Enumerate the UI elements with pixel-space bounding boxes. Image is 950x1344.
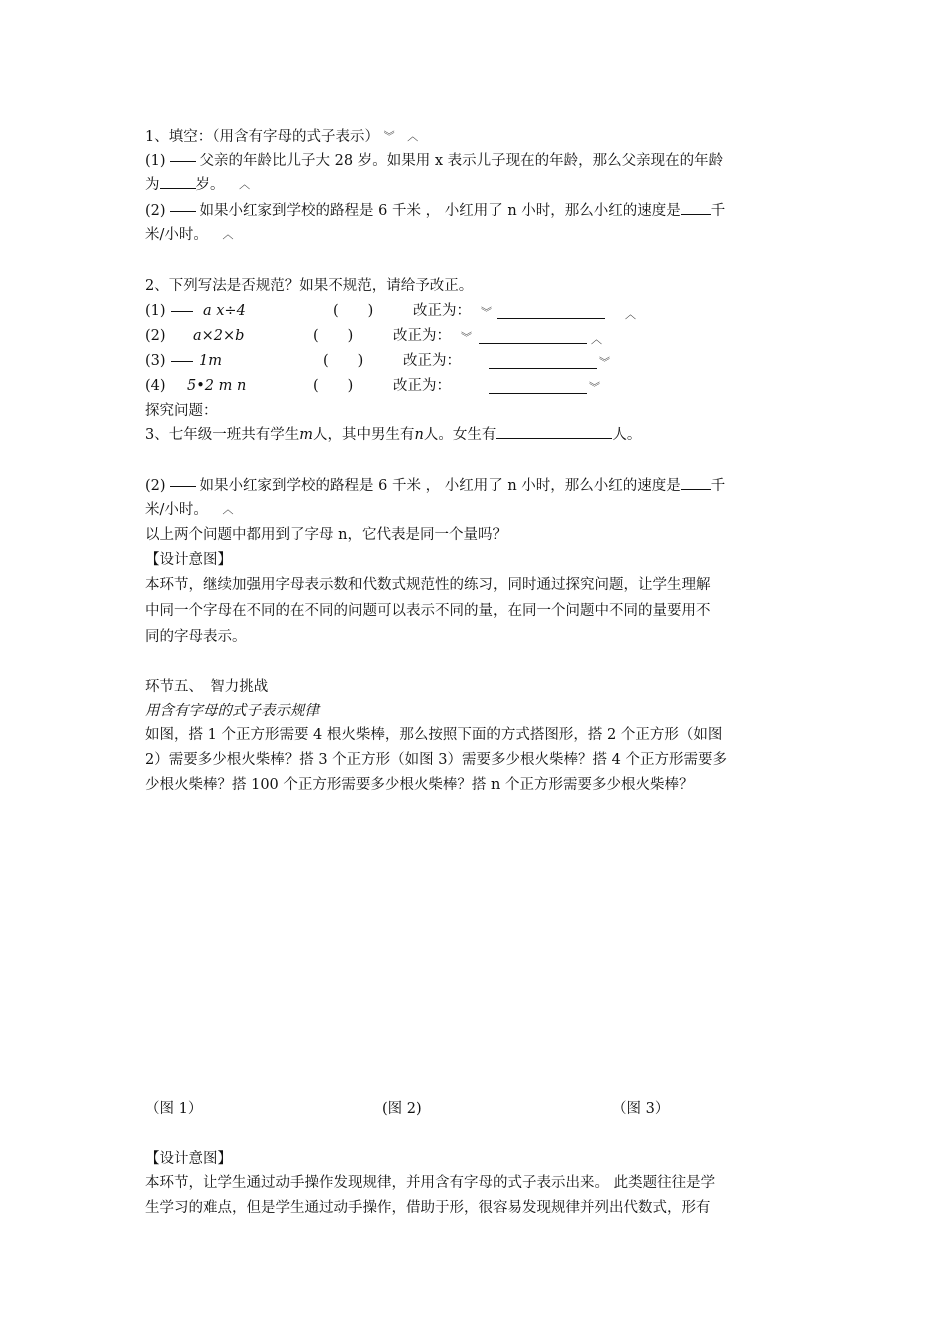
s3-text: 人。 <box>612 427 642 443</box>
q1-text: 父亲的年龄比儿子大 28 岁。如果用 x 表示儿子现在的年龄，那么父亲现在的年龄 <box>199 153 724 169</box>
q2-text-3: 米/小时。 <box>145 502 208 518</box>
s3-q2-line-1 <box>145 475 725 497</box>
judgement-parens: ( ) <box>313 328 354 344</box>
correction-label: 改正为： <box>393 328 451 344</box>
correction-blank <box>489 379 587 394</box>
up-mark: ︿ <box>625 308 636 321</box>
down-mark: ︾ <box>589 381 600 394</box>
q2-text-2: 千 <box>710 478 726 494</box>
q2-text: 如果小红家到学校的路程是 6 千米 ， 小红用了 n 小时，那么小红的速度是 <box>199 478 681 494</box>
correction-label: 改正为： <box>413 303 471 319</box>
section-5-body-line: 如图，搭 1 个正方形需要 4 根火柴棒，那么按照下面的方式搭图形，搭 2 个正方形（如图 <box>145 727 723 743</box>
correction-label: 改正为： <box>393 378 451 394</box>
judgement-parens: ( ) <box>333 303 374 319</box>
s3-text: 3、七年级一班共有学生 <box>145 427 300 443</box>
down-mark: ︾ <box>461 331 472 344</box>
item-number: (4) <box>145 378 166 394</box>
design-intent-line: 本环节，让学生通过动手操作发现规律，并用含有字母的式子表示出来。 此类题往往是学 <box>145 1175 716 1191</box>
up-mark: ︿ <box>222 228 234 241</box>
item-expression: a x÷4 <box>203 303 246 319</box>
answer-blank <box>160 174 196 189</box>
down-mark: ︾ <box>383 130 395 143</box>
q1-text-2: 为 <box>145 177 160 193</box>
correction-blank <box>497 304 605 319</box>
var-m: m <box>299 427 313 443</box>
design-intent-line: 生学习的难点，但是学生通过动手操作，借助于形，很容易发现规律并列出代数式，形有 <box>145 1200 711 1216</box>
design-intent-heading: 【设计意图】 <box>145 1151 232 1167</box>
item-number: (1) <box>145 303 166 319</box>
section-2-title: 2、下列写法是否规范？如果不规范，请给予改正。 <box>145 278 474 294</box>
answer-blank <box>681 475 711 490</box>
q2-text-2: 千 <box>710 203 726 219</box>
item-number: (2) <box>145 328 166 344</box>
correction-blank <box>489 354 597 369</box>
s3-followup-question: 以上两个问题中都用到了字母 n，它代表是同一个量吗？ <box>145 527 507 543</box>
section-1-title: 1、填空：（用含有字母的式子表示） <box>145 129 379 145</box>
correction-blank <box>479 329 587 344</box>
answer-blank <box>496 424 612 439</box>
design-intent-line: 中同一个字母在不同的在不同的问题可以表示不同的量，在同一个问题中不同的量要用不 <box>145 603 711 619</box>
q2-number: (2) <box>145 203 166 219</box>
design-intent-line: 本环节，继续加强用字母表示数和代数式规范性的练习，同时通过探究问题，让学生理解 <box>145 577 711 593</box>
q2-text-3: 米/小时。 <box>145 227 208 243</box>
item-expression: 1m <box>199 353 222 369</box>
up-mark: ︿ <box>591 333 602 346</box>
up-mark: ︿ <box>407 130 419 143</box>
q1-number: (1) <box>145 153 166 169</box>
var-n: n <box>414 427 424 443</box>
section-5-title: 环节五、 智力挑战 <box>145 679 269 695</box>
up-mark: ︿ <box>222 503 234 516</box>
item-number: (3) <box>145 353 166 369</box>
figure-caption-2: (图 2) <box>382 1101 422 1117</box>
section-1-title-line <box>145 126 418 148</box>
correction-label: 改正为： <box>403 353 461 369</box>
explore-heading: 探究问题： <box>145 403 218 419</box>
judgement-parens: ( ) <box>323 353 364 369</box>
section-5-subtitle: 用含有字母的式子表示规律 <box>145 703 319 719</box>
s3-question-line <box>145 424 641 446</box>
section-5-body-line: 2）需要多少根火柴棒？搭 3 个正方形（如图 3）需要多少根火柴棒？搭 4 个正方形需要多 <box>145 752 727 768</box>
answer-blank <box>681 200 711 215</box>
s3-text: 人。女生有 <box>423 427 497 443</box>
dash <box>171 311 193 312</box>
q1-line-1 <box>145 150 723 172</box>
q1-line-2 <box>145 174 250 196</box>
section-5-body-line: 少根火柴棒？搭 100 个正方形需要多少根火柴棒？搭 n 个正方形需要多少根火柴棒？ <box>145 777 694 793</box>
q2-line-2 <box>145 224 234 246</box>
q2-line-1 <box>145 200 725 222</box>
dash <box>170 211 196 212</box>
s3-text: 人，其中男生有 <box>312 427 415 443</box>
q2-text: 如果小红家到学校的路程是 6 千米 ， 小红用了 n 小时，那么小红的速度是 <box>199 203 681 219</box>
design-intent-line: 同的字母表示。 <box>145 629 247 645</box>
design-intent-heading: 【设计意图】 <box>145 552 232 568</box>
dash <box>170 486 196 487</box>
s3-q2-line-2 <box>145 499 234 521</box>
item-expression: a×2×b <box>193 328 245 344</box>
item-expression: 5•2 m n <box>187 378 247 394</box>
figure-caption-3: （图 3） <box>612 1101 670 1117</box>
q1-text-3: 岁。 <box>195 177 225 193</box>
judgement-parens: ( ) <box>313 378 354 394</box>
up-mark: ︿ <box>239 178 251 191</box>
dash <box>170 161 196 162</box>
figure-caption-1: （图 1） <box>145 1101 203 1117</box>
down-mark: ︾ <box>481 306 492 319</box>
down-mark: ︾ <box>599 356 610 369</box>
q2-number: (2) <box>145 478 166 494</box>
dash <box>171 361 193 362</box>
